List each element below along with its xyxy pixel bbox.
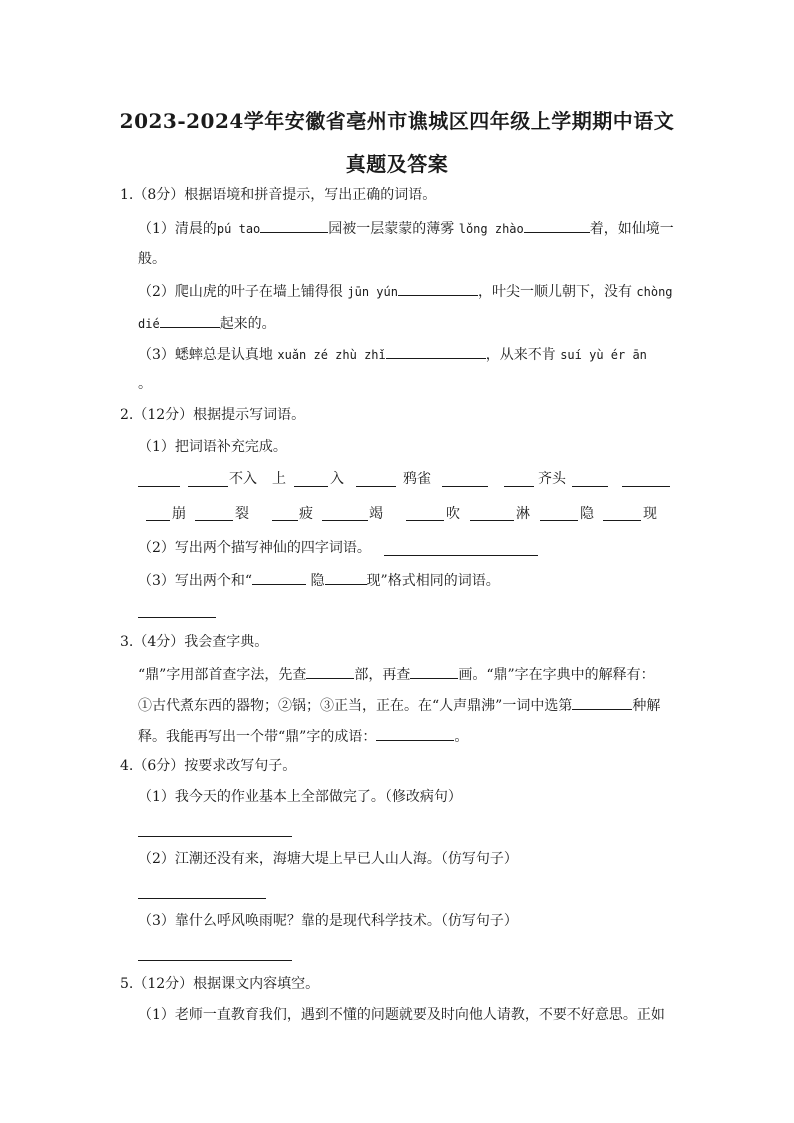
q1-sentence-2 — [138, 280, 673, 302]
idiom-char: 崩 — [172, 506, 186, 522]
answer-blank[interactable] — [622, 486, 670, 487]
idiom-char: 竭 — [369, 506, 383, 522]
answer-blank[interactable] — [188, 486, 228, 487]
q4-sentence-3: （3）靠什么呼风唤雨呢？靠的是现代科学技术。（仿写句子） — [138, 913, 518, 929]
pinyin-hint: pú tao — [216, 222, 261, 236]
answer-blank[interactable] — [160, 312, 220, 328]
idiom-char: 齐头 — [538, 471, 566, 487]
pinyin-hint: dié — [138, 317, 160, 331]
answer-blank[interactable] — [356, 486, 396, 487]
q2-sub-2 — [138, 538, 371, 558]
idiom-char: 吹 — [446, 506, 460, 522]
pinyin-hint: lǒng zhào — [458, 222, 524, 236]
q1-s3-continued: 。 — [138, 376, 152, 392]
question-4-header: 4.（6分）按要求改写句子。 — [120, 758, 297, 774]
answer-line[interactable] — [138, 836, 292, 837]
idiom-char: 入 — [330, 471, 344, 487]
idiom-char: 疲 — [299, 506, 313, 522]
answer-blank[interactable] — [524, 217, 590, 233]
answer-blank[interactable] — [603, 520, 641, 521]
answer-blank[interactable] — [442, 486, 488, 487]
pinyin-hint: chòng — [636, 285, 673, 299]
question-2-header: 2.（12分）根据提示写词语。 — [120, 407, 306, 423]
answer-blank[interactable] — [195, 520, 233, 521]
q3-line-2 — [138, 694, 660, 716]
q2-sub-3 — [138, 569, 500, 591]
answer-blank[interactable] — [325, 569, 367, 585]
q2-sub-3-text-a: （3）写出两个和“ — [138, 573, 253, 589]
answer-blank[interactable] — [260, 217, 328, 233]
answer-blank[interactable] — [252, 569, 306, 585]
idiom-char: 隐 — [580, 506, 594, 522]
answer-blank[interactable] — [376, 725, 454, 741]
answer-blank[interactable] — [322, 520, 368, 521]
q5-sentence-1: （1）老师一直教育我们，遇到不懂的问题就要及时向他人请教，不要不好意思。正如 — [138, 1007, 665, 1023]
pinyin-hint: xuǎn zé zhù zhǐ — [277, 348, 386, 362]
pinyin-hint: jūn yún — [347, 285, 398, 299]
answer-blank[interactable] — [146, 520, 170, 521]
q1-s3-text-a: （3）蟋蟀总是认真地 — [138, 347, 273, 363]
idiom-char: 上 — [272, 471, 286, 487]
page-title: 2023-2024学年安徽省亳州市谯城区四年级上学期期中语文 — [119, 109, 675, 133]
q4-sentence-1: （1）我今天的作业基本上全部做完了。（修改病句） — [138, 789, 462, 805]
q1-s1-text-b: 园被一层蒙蒙的薄雾 — [328, 221, 455, 237]
answer-line[interactable] — [138, 960, 292, 961]
answer-blank[interactable] — [504, 486, 534, 487]
question-5-header: 5.（12分）根据课文内容填空。 — [120, 976, 320, 992]
q3-line-3 — [138, 725, 468, 747]
answer-blank[interactable] — [470, 520, 514, 521]
pinyin-hint: suí yù ér ān — [560, 348, 647, 362]
q1-s2-text-a: （2）爬山虎的叶子在墙上铺得很 — [138, 284, 343, 300]
answer-line[interactable] — [138, 898, 266, 899]
answer-blank[interactable] — [138, 486, 180, 487]
q2-sub-2-text: （2）写出两个描写神仙的四字词语。 — [138, 540, 371, 556]
idiom-char: 淋 — [516, 506, 530, 522]
answer-blank[interactable] — [398, 280, 478, 296]
answer-blank[interactable] — [410, 663, 458, 679]
answer-blank[interactable] — [306, 663, 354, 679]
answer-blank[interactable] — [386, 343, 486, 359]
answer-blank[interactable] — [294, 486, 328, 487]
answer-blank[interactable] — [540, 520, 578, 521]
idiom-char: 现 — [643, 506, 657, 522]
q2-sub-1: （1）把词语补充完成。 — [138, 439, 287, 455]
answer-blank[interactable] — [406, 520, 444, 521]
q1-sentence-1 — [138, 217, 674, 239]
idiom-char: 裂 — [235, 506, 249, 522]
idiom-char: 不入 — [229, 471, 257, 487]
q1-s2-text-c: 起来的。 — [219, 316, 276, 332]
q1-s2-text-b: ，叶尖一顺儿朝下，没有 — [477, 284, 632, 300]
q1-s2-continued — [138, 312, 276, 334]
answer-blank[interactable] — [572, 694, 632, 710]
answer-blank[interactable] — [572, 486, 608, 487]
q1-sentence-3 — [138, 343, 647, 365]
q3-l2-text-a: ①古代煮东西的器物；②锅；③正当，正在。在“人声鼎沸”一词中选第 — [138, 698, 573, 714]
q1-s1-text-c: 着，如仙境一 — [589, 221, 674, 237]
answer-blank[interactable] — [272, 520, 298, 521]
answer-blank[interactable] — [384, 555, 538, 556]
q4-sentence-2: （2）江潮还没有来，海塘大堤上早已人山人海。（仿写句子） — [138, 851, 518, 867]
q1-s1-continued: 般。 — [138, 251, 166, 267]
q3-l1-text-c: 画。“鼎”字在字典中的解释有： — [458, 667, 655, 683]
q1-s3-text-b: ，从来不肯 — [485, 347, 556, 363]
q2-sub-3-text-c: 现”格式相同的词语。 — [366, 573, 500, 589]
idiom-char: 鸦雀 — [403, 471, 431, 487]
q3-l2-text-b: 种解 — [632, 698, 661, 714]
q3-l3-text-a: 释。我能再写出一个带“鼎”字的成语： — [138, 729, 377, 745]
q1-s1-text-a: （1）清晨的 — [138, 221, 217, 237]
question-3-header: 3.（4分）我会查字典。 — [120, 634, 269, 650]
answer-line[interactable] — [138, 617, 216, 618]
question-1-header: 1.（8分）根据语境和拼音提示，写出正确的词语。 — [120, 187, 437, 203]
q3-l3-text-b: 。 — [454, 729, 469, 745]
q2-sub-3-text-b: 隐 — [310, 573, 325, 589]
q3-l1-text-b: 部，再查 — [354, 667, 411, 683]
page-title-line2: 真题及答案 — [345, 152, 449, 176]
q3-l1-text-a: “鼎”字用部首查字法，先查 — [138, 667, 307, 683]
q3-line-1 — [138, 663, 655, 685]
